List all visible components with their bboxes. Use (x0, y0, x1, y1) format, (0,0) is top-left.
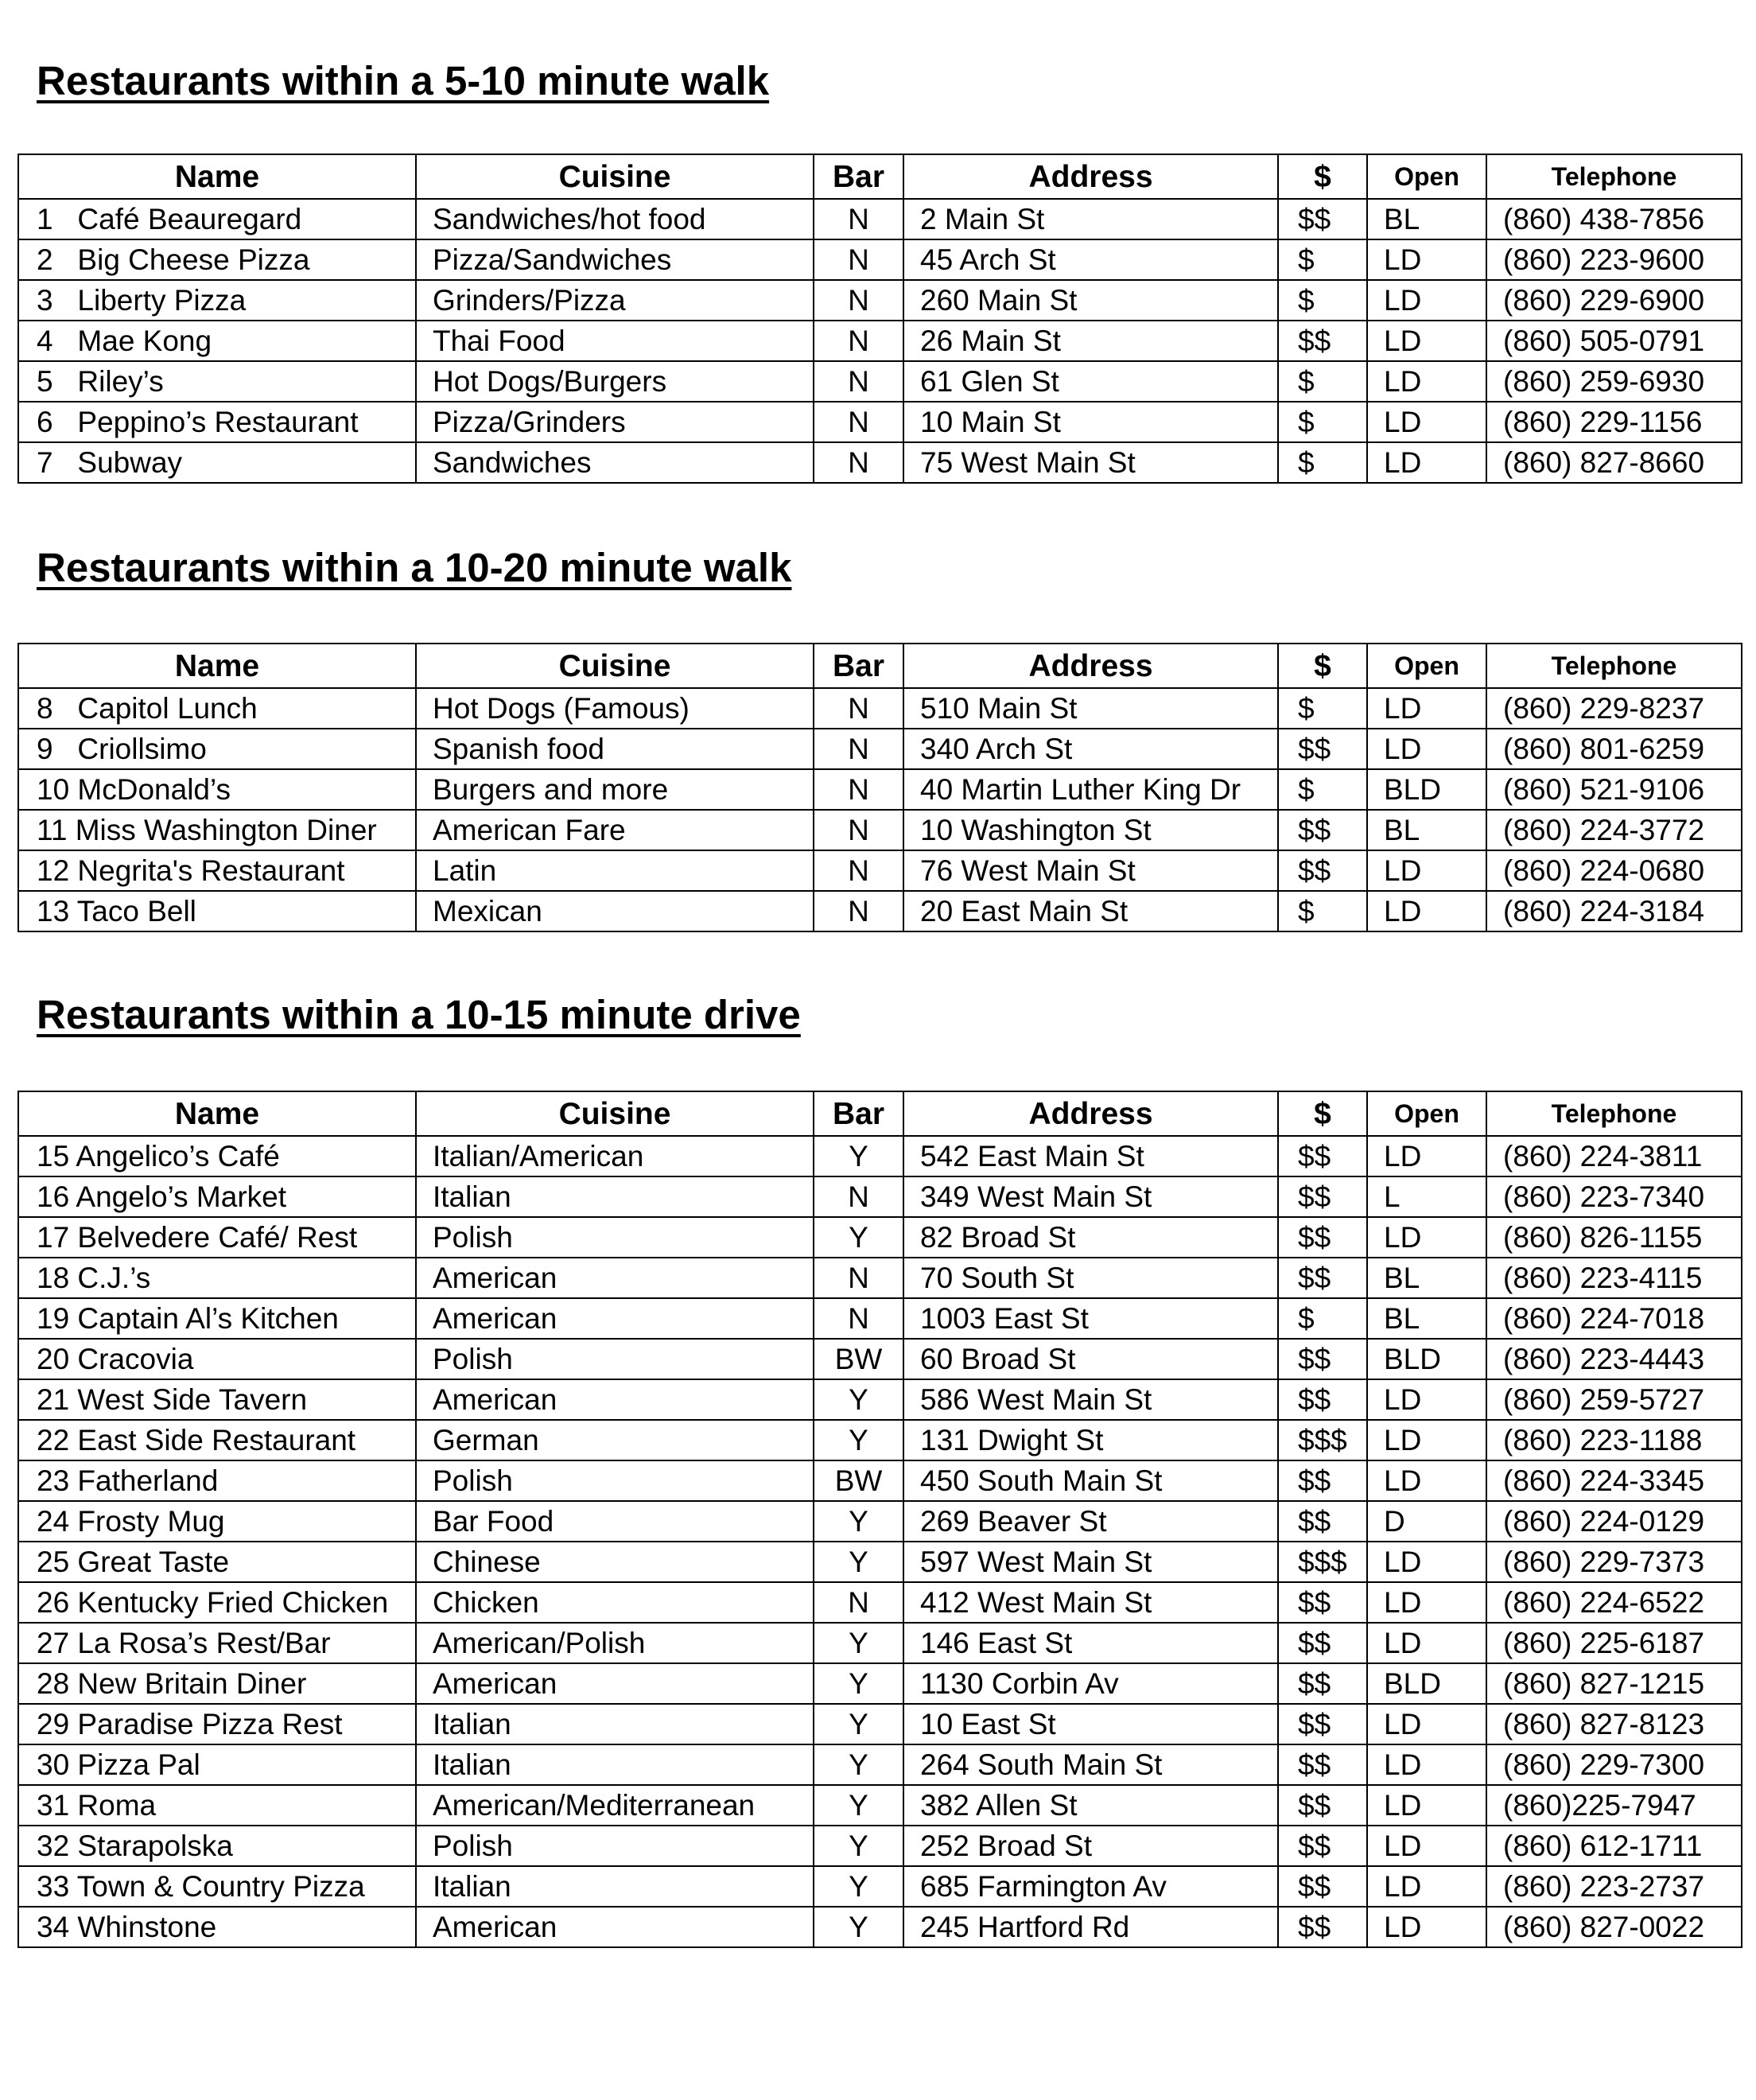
cell-address: 1003 East St (903, 1298, 1278, 1339)
cell-address: 131 Dwight St (903, 1420, 1278, 1460)
cell-bar: Y (814, 1501, 903, 1542)
cell-name: 25 Great Taste (18, 1542, 416, 1582)
cell-bar: Y (814, 1379, 903, 1420)
cell-cuisine: Thai Food (416, 321, 814, 361)
table-row (18, 442, 1742, 483)
cell-telephone: (860) 223-1188 (1486, 1420, 1742, 1460)
cell-cuisine: Italian (416, 1704, 814, 1744)
cell-bar: N (814, 199, 903, 239)
cell-price: $$ (1278, 1217, 1367, 1258)
cell-telephone: (860) 229-8237 (1486, 688, 1742, 729)
column-header-cuisine: Cuisine (416, 644, 814, 688)
cell-address: 20 East Main St (903, 891, 1278, 931)
cell-open: LD (1367, 442, 1486, 483)
cell-price: $ (1278, 688, 1367, 729)
table-header-row (18, 1091, 1742, 1136)
cell-telephone: (860) 259-5727 (1486, 1379, 1742, 1420)
cell-cuisine: Burgers and more (416, 769, 814, 810)
cell-price: $$ (1278, 1785, 1367, 1826)
column-header-bar: Bar (814, 1091, 903, 1136)
cell-bar: N (814, 729, 903, 769)
cell-price: $ (1278, 769, 1367, 810)
cell-bar: N (814, 850, 903, 891)
cell-telephone: (860) 521-9106 (1486, 769, 1742, 810)
cell-cuisine: American (416, 1907, 814, 1947)
cell-address: 412 West Main St (903, 1582, 1278, 1623)
cell-open: LD (1367, 891, 1486, 931)
table-row (18, 810, 1742, 850)
cell-address: 264 South Main St (903, 1744, 1278, 1785)
cell-address: 146 East St (903, 1623, 1278, 1663)
column-header-price: $ (1278, 1091, 1367, 1136)
cell-open: BL (1367, 810, 1486, 850)
cell-name: 10 McDonald’s (18, 769, 416, 810)
cell-name: 13 Taco Bell (18, 891, 416, 931)
cell-address: 61 Glen St (903, 361, 1278, 402)
cell-price: $$ (1278, 1136, 1367, 1176)
cell-address: 1130 Corbin Av (903, 1663, 1278, 1704)
section-title-drive-10-15: Restaurants within a 10-15 minute drive (37, 992, 801, 1037)
cell-price: $ (1278, 1298, 1367, 1339)
cell-price: $$ (1278, 1907, 1367, 1947)
cell-telephone: (860) 223-4115 (1486, 1258, 1742, 1298)
column-header-open: Open (1367, 154, 1486, 199)
cell-name: 2 Big Cheese Pizza (18, 239, 416, 280)
cell-open: BL (1367, 199, 1486, 239)
cell-name: 32 Starapolska (18, 1826, 416, 1866)
cell-telephone: (860) 224-7018 (1486, 1298, 1742, 1339)
cell-name: 34 Whinstone (18, 1907, 416, 1947)
cell-open: LD (1367, 1582, 1486, 1623)
cell-name: 16 Angelo’s Market (18, 1176, 416, 1217)
restaurant-table-walk-5-10 (17, 154, 1742, 484)
cell-price: $$ (1278, 1623, 1367, 1663)
table-row (18, 1176, 1742, 1217)
cell-open: LD (1367, 1379, 1486, 1420)
cell-name: 31 Roma (18, 1785, 416, 1826)
table-row (18, 1258, 1742, 1298)
cell-cuisine: Hot Dogs (Famous) (416, 688, 814, 729)
cell-price: $ (1278, 402, 1367, 442)
cell-bar: Y (814, 1785, 903, 1826)
cell-cuisine: Italian/American (416, 1136, 814, 1176)
table-row (18, 850, 1742, 891)
cell-bar: N (814, 688, 903, 729)
table-header-row (18, 154, 1742, 199)
cell-cuisine: Spanish food (416, 729, 814, 769)
cell-open: LD (1367, 402, 1486, 442)
cell-open: LD (1367, 688, 1486, 729)
cell-bar: Y (814, 1217, 903, 1258)
cell-name: 30 Pizza Pal (18, 1744, 416, 1785)
cell-address: 10 Main St (903, 402, 1278, 442)
restaurant-table-drive-10-15 (17, 1091, 1742, 1948)
cell-telephone: (860) 223-2737 (1486, 1866, 1742, 1907)
cell-address: 40 Martin Luther King Dr (903, 769, 1278, 810)
table-row (18, 1542, 1742, 1582)
cell-telephone: (860) 224-0680 (1486, 850, 1742, 891)
cell-name: 17 Belvedere Café/ Rest (18, 1217, 416, 1258)
cell-cuisine: Polish (416, 1826, 814, 1866)
cell-price: $$ (1278, 729, 1367, 769)
cell-open: LD (1367, 1704, 1486, 1744)
table-row (18, 688, 1742, 729)
cell-address: 510 Main St (903, 688, 1278, 729)
cell-price: $ (1278, 442, 1367, 483)
cell-price: $ (1278, 361, 1367, 402)
cell-bar: Y (814, 1907, 903, 1947)
cell-price: $$$ (1278, 1420, 1367, 1460)
cell-cuisine: American (416, 1258, 814, 1298)
column-header-address: Address (903, 154, 1278, 199)
cell-open: LD (1367, 1826, 1486, 1866)
cell-bar: Y (814, 1623, 903, 1663)
cell-price: $$ (1278, 1826, 1367, 1866)
cell-name: 20 Cracovia (18, 1339, 416, 1379)
cell-price: $$ (1278, 1866, 1367, 1907)
column-header-price: $ (1278, 644, 1367, 688)
table-row (18, 361, 1742, 402)
cell-cuisine: Chicken (416, 1582, 814, 1623)
cell-cuisine: Pizza/Grinders (416, 402, 814, 442)
column-header-address: Address (903, 1091, 1278, 1136)
cell-address: 260 Main St (903, 280, 1278, 321)
cell-price: $$ (1278, 1460, 1367, 1501)
cell-name: 1 Café Beauregard (18, 199, 416, 239)
cell-cuisine: American (416, 1298, 814, 1339)
table-row (18, 199, 1742, 239)
cell-open: LD (1367, 1217, 1486, 1258)
cell-telephone: (860) 827-8123 (1486, 1704, 1742, 1744)
cell-bar: BW (814, 1460, 903, 1501)
cell-name: 23 Fatherland (18, 1460, 416, 1501)
table-row (18, 1866, 1742, 1907)
column-header-bar: Bar (814, 154, 903, 199)
cell-price: $$ (1278, 321, 1367, 361)
cell-cuisine: American (416, 1663, 814, 1704)
cell-address: 382 Allen St (903, 1785, 1278, 1826)
section-title-walk-10-20: Restaurants within a 10-20 minute walk (37, 545, 792, 590)
cell-open: BLD (1367, 1663, 1486, 1704)
cell-telephone: (860) 224-3184 (1486, 891, 1742, 931)
cell-cuisine: American/Mediterranean (416, 1785, 814, 1826)
cell-bar: Y (814, 1420, 903, 1460)
cell-telephone: (860) 224-3345 (1486, 1460, 1742, 1501)
cell-address: 45 Arch St (903, 239, 1278, 280)
cell-cuisine: Chinese (416, 1542, 814, 1582)
table-row (18, 1460, 1742, 1501)
table-row (18, 1298, 1742, 1339)
cell-address: 10 Washington St (903, 810, 1278, 850)
cell-address: 60 Broad St (903, 1339, 1278, 1379)
cell-open: LD (1367, 1136, 1486, 1176)
cell-price: $$ (1278, 1339, 1367, 1379)
cell-address: 76 West Main St (903, 850, 1278, 891)
table-row (18, 402, 1742, 442)
cell-address: 542 East Main St (903, 1136, 1278, 1176)
cell-bar: Y (814, 1866, 903, 1907)
cell-open: BL (1367, 1298, 1486, 1339)
cell-telephone: (860) 827-1215 (1486, 1663, 1742, 1704)
cell-telephone: (860) 224-3811 (1486, 1136, 1742, 1176)
cell-address: 245 Hartford Rd (903, 1907, 1278, 1947)
cell-price: $$ (1278, 810, 1367, 850)
column-header-name: Name (18, 154, 416, 199)
cell-name: 28 New Britain Diner (18, 1663, 416, 1704)
cell-telephone: (860) 223-7340 (1486, 1176, 1742, 1217)
cell-open: LD (1367, 361, 1486, 402)
cell-bar: N (814, 442, 903, 483)
table-row (18, 1339, 1742, 1379)
cell-telephone: (860) 229-7300 (1486, 1744, 1742, 1785)
cell-bar: N (814, 321, 903, 361)
cell-price: $$ (1278, 1704, 1367, 1744)
table-row (18, 1704, 1742, 1744)
column-header-bar: Bar (814, 644, 903, 688)
cell-cuisine: Italian (416, 1744, 814, 1785)
cell-price: $$ (1278, 1501, 1367, 1542)
cell-address: 252 Broad St (903, 1826, 1278, 1866)
cell-open: LD (1367, 1420, 1486, 1460)
cell-address: 26 Main St (903, 321, 1278, 361)
cell-address: 70 South St (903, 1258, 1278, 1298)
table-row (18, 280, 1742, 321)
cell-cuisine: Pizza/Sandwiches (416, 239, 814, 280)
column-header-name: Name (18, 644, 416, 688)
cell-cuisine: Mexican (416, 891, 814, 931)
column-header-price: $ (1278, 154, 1367, 199)
cell-name: 24 Frosty Mug (18, 1501, 416, 1542)
cell-name: 3 Liberty Pizza (18, 280, 416, 321)
cell-bar: N (814, 1176, 903, 1217)
cell-open: LD (1367, 321, 1486, 361)
cell-cuisine: German (416, 1420, 814, 1460)
cell-open: LD (1367, 850, 1486, 891)
cell-bar: N (814, 891, 903, 931)
column-header-name: Name (18, 1091, 416, 1136)
cell-name: 26 Kentucky Fried Chicken (18, 1582, 416, 1623)
cell-open: L (1367, 1176, 1486, 1217)
cell-address: 450 South Main St (903, 1460, 1278, 1501)
column-header-open: Open (1367, 644, 1486, 688)
table-row (18, 321, 1742, 361)
cell-telephone: (860) 505-0791 (1486, 321, 1742, 361)
cell-name: 22 East Side Restaurant (18, 1420, 416, 1460)
cell-telephone: (860) 229-1156 (1486, 402, 1742, 442)
column-header-telephone: Telephone (1486, 644, 1742, 688)
cell-name: 4 Mae Kong (18, 321, 416, 361)
cell-name: 12 Negrita's Restaurant (18, 850, 416, 891)
cell-telephone: (860) 223-4443 (1486, 1339, 1742, 1379)
cell-cuisine: Grinders/Pizza (416, 280, 814, 321)
cell-telephone: (860) 827-8660 (1486, 442, 1742, 483)
cell-telephone: (860) 224-0129 (1486, 1501, 1742, 1542)
cell-bar: Y (814, 1136, 903, 1176)
cell-price: $$ (1278, 1663, 1367, 1704)
cell-address: 685 Farmington Av (903, 1866, 1278, 1907)
cell-name: 19 Captain Al’s Kitchen (18, 1298, 416, 1339)
cell-cuisine: Polish (416, 1339, 814, 1379)
cell-price: $$ (1278, 1744, 1367, 1785)
cell-name: 6 Peppino’s Restaurant (18, 402, 416, 442)
cell-bar: N (814, 239, 903, 280)
cell-cuisine: Polish (416, 1460, 814, 1501)
table-row (18, 239, 1742, 280)
cell-bar: Y (814, 1744, 903, 1785)
cell-telephone: (860) 438-7856 (1486, 199, 1742, 239)
cell-address: 75 West Main St (903, 442, 1278, 483)
cell-price: $$ (1278, 199, 1367, 239)
cell-bar: Y (814, 1542, 903, 1582)
table-row (18, 1826, 1742, 1866)
cell-price: $$ (1278, 1258, 1367, 1298)
cell-cuisine: Latin (416, 850, 814, 891)
cell-name: 33 Town & Country Pizza (18, 1866, 416, 1907)
cell-name: 27 La Rosa’s Rest/Bar (18, 1623, 416, 1663)
cell-telephone: (860) 229-6900 (1486, 280, 1742, 321)
cell-open: LD (1367, 1542, 1486, 1582)
cell-bar: N (814, 402, 903, 442)
cell-address: 597 West Main St (903, 1542, 1278, 1582)
column-header-open: Open (1367, 1091, 1486, 1136)
table-header-row (18, 644, 1742, 688)
cell-address: 349 West Main St (903, 1176, 1278, 1217)
cell-cuisine: American (416, 1379, 814, 1420)
table-row (18, 1582, 1742, 1623)
column-header-cuisine: Cuisine (416, 154, 814, 199)
table-row (18, 769, 1742, 810)
cell-open: BLD (1367, 1339, 1486, 1379)
cell-telephone: (860) 801-6259 (1486, 729, 1742, 769)
cell-name: 29 Paradise Pizza Rest (18, 1704, 416, 1744)
cell-cuisine: Polish (416, 1217, 814, 1258)
cell-name: 21 West Side Tavern (18, 1379, 416, 1420)
cell-bar: N (814, 810, 903, 850)
cell-name: 18 C.J.’s (18, 1258, 416, 1298)
cell-price: $$ (1278, 850, 1367, 891)
column-header-telephone: Telephone (1486, 1091, 1742, 1136)
cell-price: $ (1278, 280, 1367, 321)
cell-telephone: (860) 612-1711 (1486, 1826, 1742, 1866)
cell-open: LD (1367, 1623, 1486, 1663)
cell-address: 586 West Main St (903, 1379, 1278, 1420)
cell-bar: Y (814, 1826, 903, 1866)
table-row (18, 1217, 1742, 1258)
cell-name: 5 Riley’s (18, 361, 416, 402)
cell-price: $$ (1278, 1379, 1367, 1420)
cell-bar: N (814, 1298, 903, 1339)
cell-open: LD (1367, 1460, 1486, 1501)
table-row (18, 1663, 1742, 1704)
cell-cuisine: Sandwiches (416, 442, 814, 483)
section-title-walk-5-10: Restaurants within a 5-10 minute walk (37, 58, 770, 103)
cell-price: $ (1278, 239, 1367, 280)
table-row (18, 1907, 1742, 1947)
cell-bar: N (814, 1582, 903, 1623)
column-header-telephone: Telephone (1486, 154, 1742, 199)
cell-open: LD (1367, 1744, 1486, 1785)
cell-open: LD (1367, 239, 1486, 280)
cell-telephone: (860) 827-0022 (1486, 1907, 1742, 1947)
table-row (18, 1379, 1742, 1420)
cell-name: 11 Miss Washington Diner (18, 810, 416, 850)
cell-address: 82 Broad St (903, 1217, 1278, 1258)
table-row (18, 1623, 1742, 1663)
cell-cuisine: Hot Dogs/Burgers (416, 361, 814, 402)
cell-bar: Y (814, 1704, 903, 1744)
cell-address: 2 Main St (903, 199, 1278, 239)
cell-telephone: (860) 224-3772 (1486, 810, 1742, 850)
table-row (18, 1136, 1742, 1176)
cell-bar: BW (814, 1339, 903, 1379)
table-row (18, 729, 1742, 769)
cell-open: LD (1367, 729, 1486, 769)
cell-cuisine: Sandwiches/hot food (416, 199, 814, 239)
cell-bar: N (814, 1258, 903, 1298)
table-row (18, 1785, 1742, 1826)
cell-bar: N (814, 769, 903, 810)
cell-price: $$$ (1278, 1542, 1367, 1582)
cell-cuisine: Bar Food (416, 1501, 814, 1542)
cell-cuisine: American/Polish (416, 1623, 814, 1663)
cell-open: D (1367, 1501, 1486, 1542)
cell-telephone: (860) 826-1155 (1486, 1217, 1742, 1258)
cell-price: $$ (1278, 1176, 1367, 1217)
cell-address: 269 Beaver St (903, 1501, 1278, 1542)
cell-price: $$ (1278, 1582, 1367, 1623)
cell-cuisine: Italian (416, 1866, 814, 1907)
cell-telephone: (860) 229-7373 (1486, 1542, 1742, 1582)
cell-name: 8 Capitol Lunch (18, 688, 416, 729)
cell-telephone: (860)225-7947 (1486, 1785, 1742, 1826)
cell-telephone: (860) 224-6522 (1486, 1582, 1742, 1623)
cell-open: LD (1367, 280, 1486, 321)
cell-cuisine: American Fare (416, 810, 814, 850)
table-row (18, 1501, 1742, 1542)
cell-address: 340 Arch St (903, 729, 1278, 769)
cell-address: 10 East St (903, 1704, 1278, 1744)
cell-name: 7 Subway (18, 442, 416, 483)
cell-bar: N (814, 280, 903, 321)
cell-name: 9 Criollsimo (18, 729, 416, 769)
cell-bar: N (814, 361, 903, 402)
table-row (18, 1744, 1742, 1785)
cell-open: BL (1367, 1258, 1486, 1298)
cell-telephone: (860) 223-9600 (1486, 239, 1742, 280)
cell-telephone: (860) 225-6187 (1486, 1623, 1742, 1663)
cell-telephone: (860) 259-6930 (1486, 361, 1742, 402)
cell-open: LD (1367, 1907, 1486, 1947)
cell-open: BLD (1367, 769, 1486, 810)
column-header-cuisine: Cuisine (416, 1091, 814, 1136)
cell-open: LD (1367, 1866, 1486, 1907)
table-row (18, 1420, 1742, 1460)
column-header-address: Address (903, 644, 1278, 688)
cell-cuisine: Italian (416, 1176, 814, 1217)
restaurant-table-walk-10-20 (17, 643, 1742, 932)
table-row (18, 891, 1742, 931)
cell-open: LD (1367, 1785, 1486, 1826)
cell-bar: Y (814, 1663, 903, 1704)
cell-price: $ (1278, 891, 1367, 931)
cell-name: 15 Angelico’s Café (18, 1136, 416, 1176)
